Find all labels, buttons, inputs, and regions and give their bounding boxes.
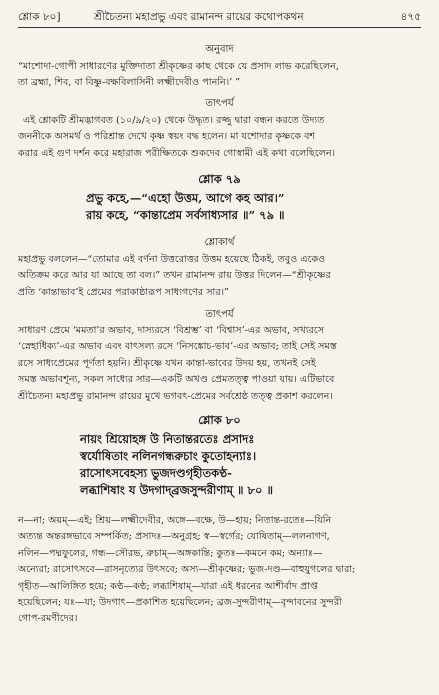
purport-paragraph <box>18 113 423 162</box>
verse-79-text <box>86 190 439 224</box>
verse-80-heading: শ্লোক ৮০ <box>198 413 241 427</box>
text-line: সাধারণ প্রেমে ‘মমতা’র অভাব, দাস্যরসে ‘বিশ্রম্ভ’ বা ‘বিশ্বাস’-এর অভাব, সখ্যরসে <box>18 325 325 336</box>
text-line: এই শ্লোকটি শ্রীমদ্ভাগবত (১০/৯/২০) থেকে উদ্ধৃত। রজ্জু দ্বারা বন্ধন করতে উদ্যত <box>23 115 325 126</box>
text-line: গৃহীত—আলিঙ্গিত হয়ে; কণ্ঠ—কণ্ঠ; লব্ধাশিষাম্—যারা এই ধরনের আশীর্বাদ প্রাপ্ত <box>18 580 318 592</box>
text-line: অতিক্রম করে আর যা আছে তা বল।” তখন রামানন্দ রায় উত্তর দিলেন—“শ্রীকৃষ্ণের <box>18 270 331 282</box>
text-line: নলিন—পদ্মফুলের, গন্ধ—সৌরভ, রুচাম্—অঙ্গকান্তি; কুতঃ—কমনে কম; অন্যাঃ— <box>18 547 323 559</box>
text-line: জননীকে অসমর্থ ও পরিশ্রান্ত দেখে কৃষ্ণ স্বয়ং বদ্ধ হলেন। মা যশোদার কৃষ্ণকে বশ <box>18 131 316 143</box>
verse-line: রায় কহে, “কান্তাপ্রেম সর্বসাধ্যসার ॥” ৭৯ ॥ <box>86 208 285 222</box>
text-line: “মাশোদা-গোপী সাধারণের মুক্তিদাতা শ্রীকৃষ্ণের কাছ থেকে যে প্রসাদ লাভ করেছিলেন, <box>18 61 339 72</box>
text-line: গোপ-রমণীদের। <box>18 613 78 625</box>
text-line: শ্রীচৈতন্য মহাপ্রভু রামানন্দ রায়ের মুখে ভগবৎ-প্রেমের সর্বশ্রেষ্ঠ তত্ত্ব প্রকাশ করলেন। <box>18 390 333 402</box>
verse-line: প্রভু কহে,—“এহো উত্তম, আগে কহ আর।” <box>86 191 285 205</box>
translation-heading: অনুবাদ <box>205 44 234 55</box>
text-line: অন্যেরা; রাসোৎসবে—রাসনৃত্যের উৎসবে; অস্য—শ্রীকৃষ্ণের; ভুজ-দণ্ড—বাহুযুগলের দ্বারা; <box>18 564 356 576</box>
header-rule <box>18 27 421 28</box>
verse-meaning-heading: শ্লোকার্থ <box>204 237 235 248</box>
verse-line: রাসোৎসবেহস্য ভুজদণ্ডগৃহীতকণ্ঠ- <box>80 466 232 480</box>
verse-80-text <box>80 431 439 499</box>
header-verse-ref: শ্লোক ৮০] <box>18 11 61 23</box>
page-number: ৪৭৫ <box>400 11 421 23</box>
verse-line: স্বর্যোষিতাং নলিনগন্ধরুচাং কুতোহন্যাঃ। <box>80 449 257 463</box>
purport-paragraph <box>18 323 423 405</box>
header-chapter-title: শ্রীচৈতন্য মহাপ্রভু এবং রামানন্দ রায়ের কথোপকথন <box>94 11 304 23</box>
running-header <box>18 8 421 28</box>
text-line: রসে সাধ্যপ্রেমের পূর্ণতা হয়নি। শ্রীকৃষ্ণে যখন কান্তা-ভাবের উদয় হয়, তখনই সেই <box>18 357 316 369</box>
verse-79-heading: শ্লোক ৭৯ <box>198 172 241 186</box>
verse-line: নায়ং শ্রিয়োহঙ্গ উ নিতান্তরতেঃ প্রসাদঃ <box>80 432 255 446</box>
text-line: অত্যন্ত অন্তরঙ্গভাবে সম্পর্কিত; প্রসাদঃ—অনুগ্রহ; স্ব—স্বর্গের; যোষিতাম্—ললনাগণ, <box>18 531 330 543</box>
purport-heading: তাৎপর্য <box>205 98 234 109</box>
text-line: সমস্ত অভাবশূন্য, সকল সাধ্যের সার—একটি অখণ্ড প্রেমতত্ত্ব পাওয়া যায়। এটিভাবে <box>18 374 335 386</box>
synonyms-paragraph <box>18 513 423 628</box>
translation-paragraph <box>18 59 423 92</box>
purport-heading: তাৎপর্য <box>205 309 234 320</box>
verse-meaning-paragraph <box>18 252 423 301</box>
text-line: মহাপ্রভু বললেন—“তোমার এই বর্ণনা উত্তরোত্তর উত্তম হয়েছে ঠিকই, তবুও একেও <box>18 254 326 265</box>
text-line: করার এই গুণ দর্শন করে মহারাজ পরীক্ষিতকে শুকদেব গোস্বামী এই কথা বলেছিলেন। <box>18 147 336 159</box>
text-line: ন—না; অয়ম্—এই; শ্রিয়—লক্ষ্মীদেবীর, অঙ্গে—বক্ষে, উ—হায়; নিতান্ত-রতেঃ—যিনি <box>18 515 332 526</box>
text-line: প্রতি ‘কান্তাভাব’ই প্রেমের পরাকাষ্ঠারূপ সাধ্যগণের সার।” <box>18 286 229 298</box>
text-line: ‘স্নেহাধিক্য’-এর অভাব এবং বাৎসল্য রসে ‘নিসঙ্কোচ-ভাব’-এর অভাব; তাই সেই সমস্ত <box>18 341 337 353</box>
verse-line: লব্ধাশিষাং য উদগাদ্‌ব্রজসুন্দরীণাম্ ॥ ৮০ ॥ <box>80 483 273 497</box>
text-line: তা ব্রহ্মা, শিব, বা বিষ্ণু-বক্ষবিলাসিনী লক্ষ্মীদেবীও পাননি।’ ” <box>18 77 241 89</box>
text-line: হয়েছিলেন; যঃ—যা; উদগাৎ—প্রকাশিত হয়েছিলেন; ব্রজ-সুন্দরীণাম্—বৃন্দাবনের সুন্দরী <box>18 597 343 609</box>
